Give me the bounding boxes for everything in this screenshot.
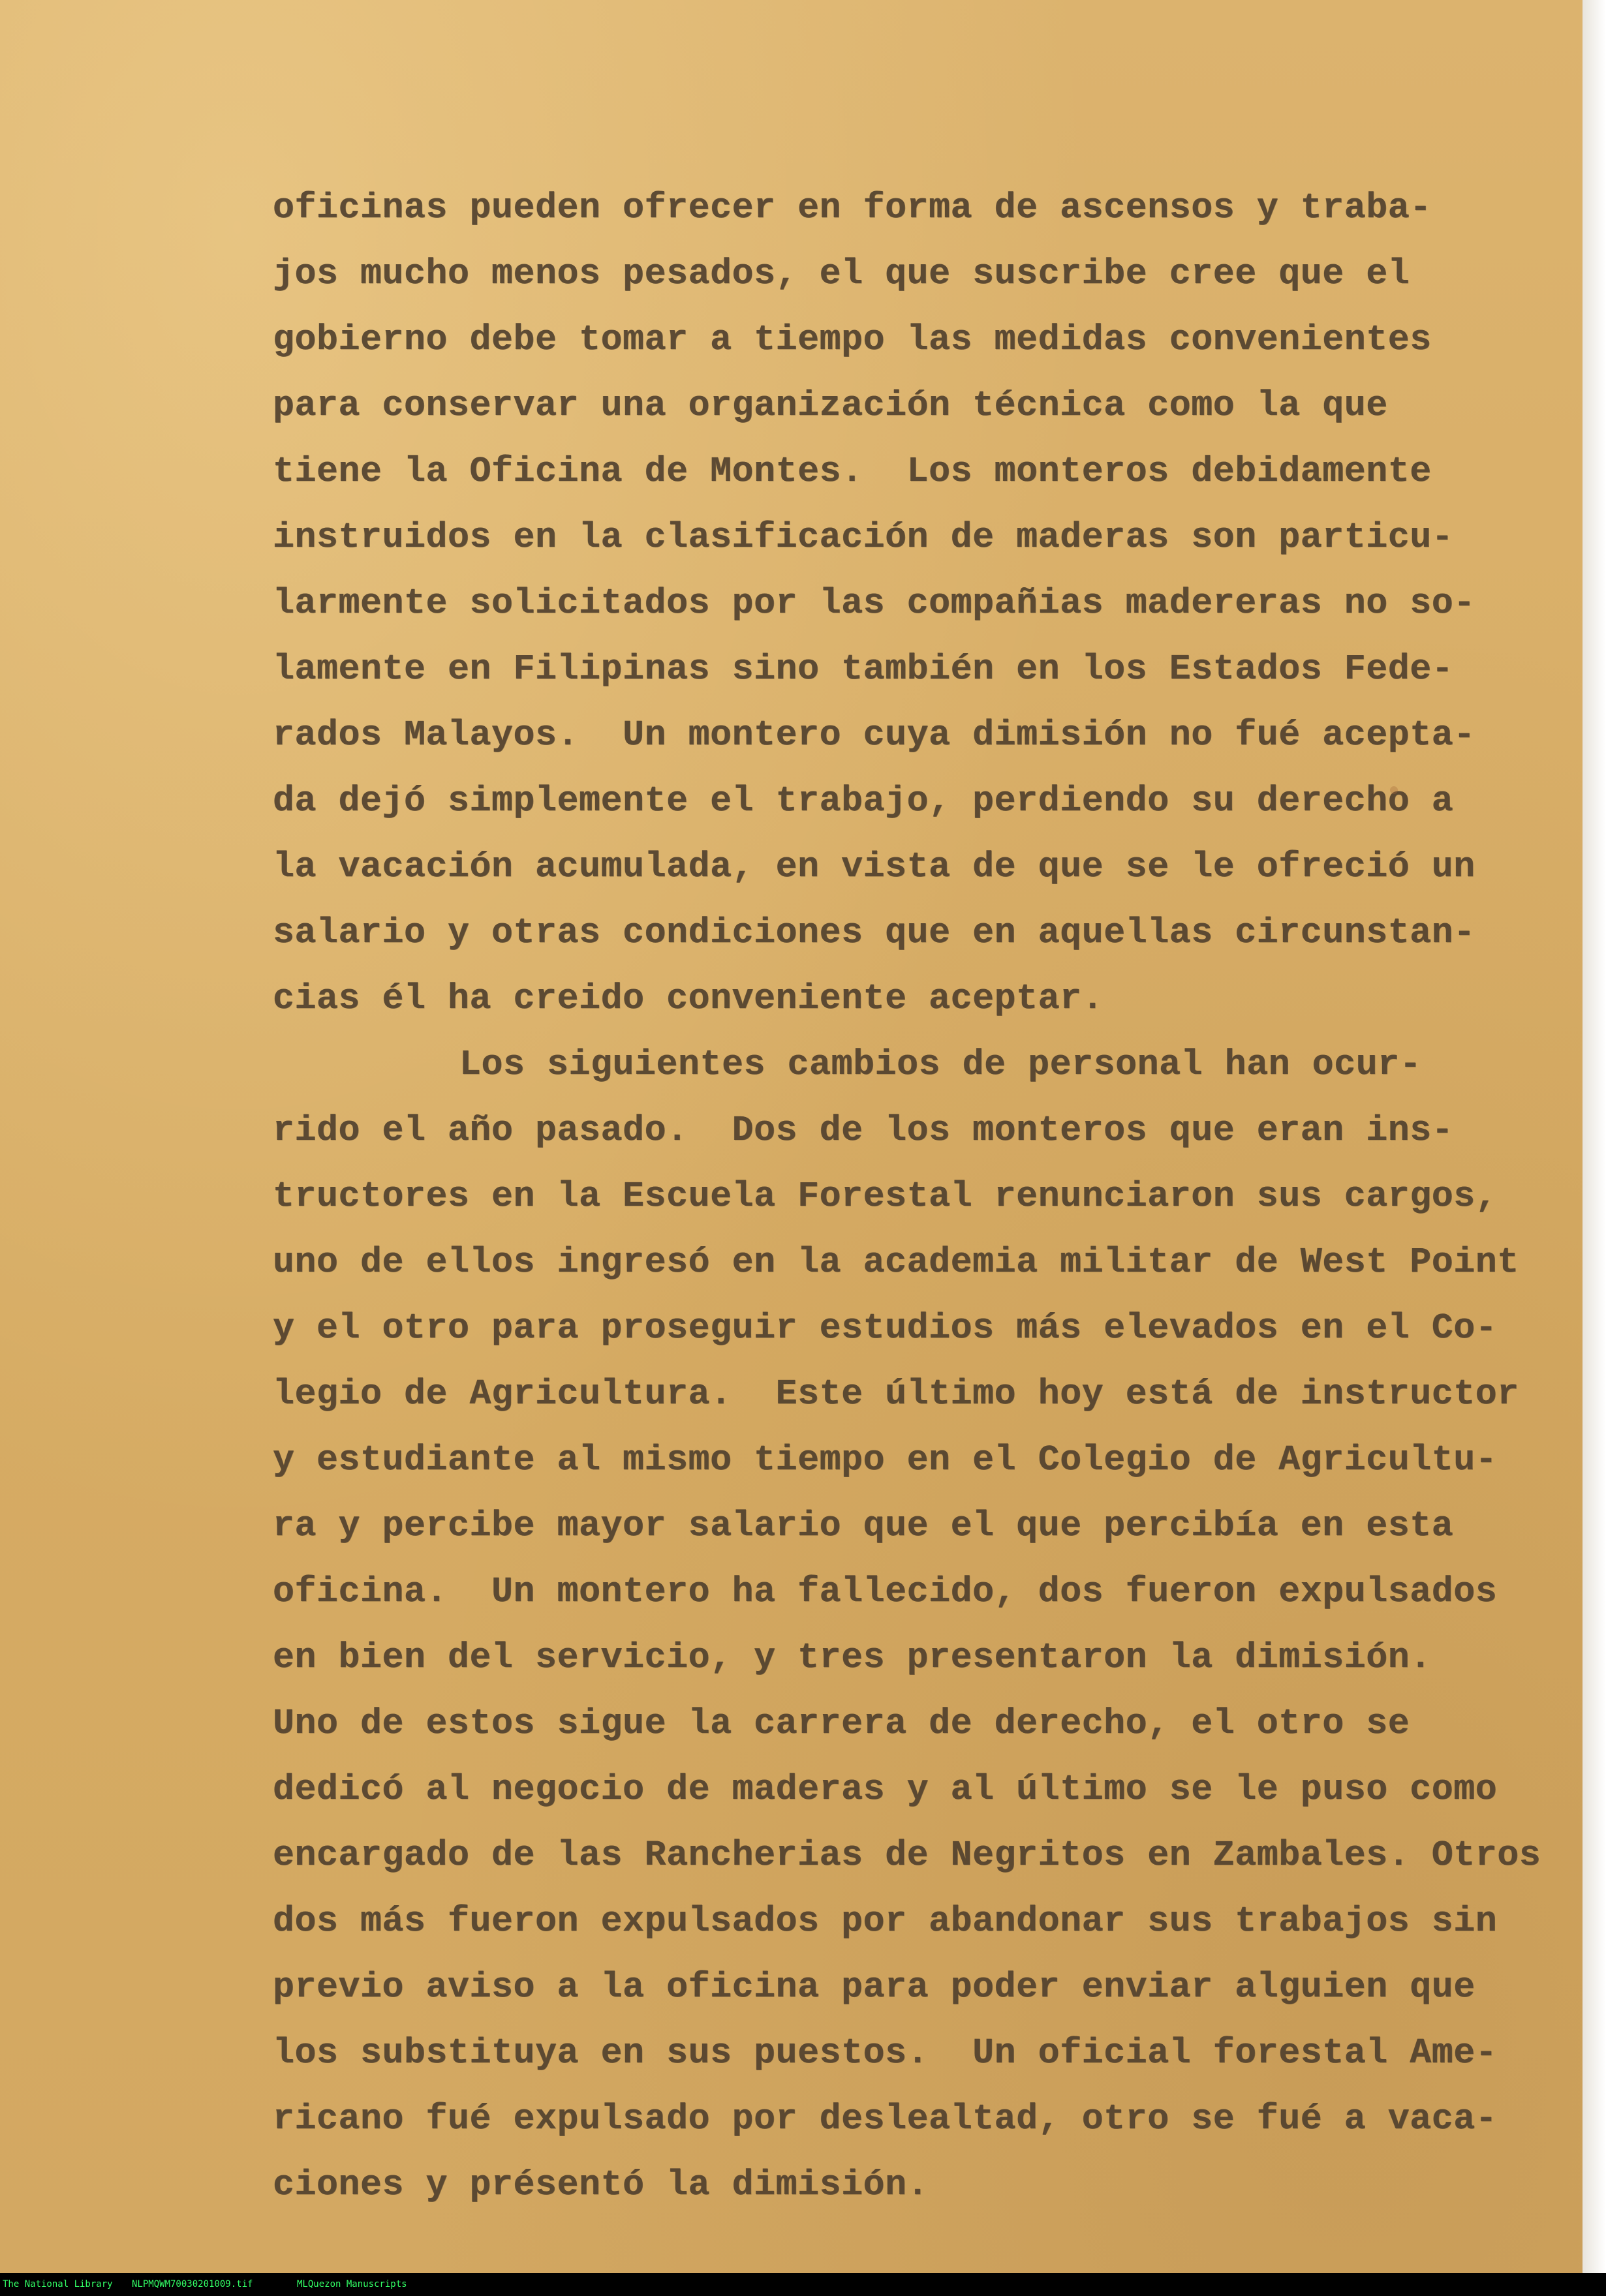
text-line: rido el año pasado. Dos de los monteros que eran ins- <box>273 1110 1454 1151</box>
text-line: da dejó simplemente el trabajo, perdiendo su derecho a <box>273 780 1454 821</box>
text-line: en bien del servicio, y tres presentaron la dimisión. <box>273 1637 1432 1678</box>
text-line: dos más fueron expulsados por abandonar sus trabajos sin <box>273 1901 1498 1942</box>
text-line: la vacación acumulada, en vista de que se le ofreció un <box>273 846 1475 887</box>
footer-filename: NLPMQWM70030201009.tif <box>132 2279 253 2289</box>
text-line: y el otro para proseguir estudios más elevados en el Co- <box>273 1308 1498 1349</box>
text-line: uno de ellos ingresó en la academia militar de West Point <box>273 1242 1519 1283</box>
text-line: Uno de estos sigue la carrera de derecho, el otro se <box>273 1703 1410 1744</box>
text-line: larmente solicitados por las compañias madereras no so- <box>273 583 1475 624</box>
paper-stain <box>1390 786 1398 794</box>
text-line: jos mucho menos pesados, el que suscribe cree que el <box>273 253 1410 294</box>
text-line: dedicó al negocio de maderas y al último se le puso como <box>273 1769 1498 1810</box>
text-line: oficina. Un montero ha fallecido, dos fueron expulsados <box>273 1571 1498 1612</box>
page-edge <box>1583 0 1606 2273</box>
text-line: previo aviso a la oficina para poder enviar alguien que <box>273 1967 1475 2008</box>
text-line: salario y otras condiciones que en aquellas circunstan- <box>273 912 1475 953</box>
text-line: ra y percibe mayor salario que el que percibía en esta <box>273 1505 1454 1546</box>
scan-footer <box>0 2273 1606 2296</box>
text-line: legio de Agricultura. Este último hoy está de instructor <box>273 1373 1519 1415</box>
text-line: ciones y présentó la dimisión. <box>273 2164 929 2205</box>
text-line: instruidos en la clasificación de maderas son particu- <box>273 517 1454 558</box>
footer-library: The National Library <box>3 2279 113 2289</box>
text-line: cias él ha creido conveniente aceptar. <box>273 978 1104 1019</box>
text-line: los substituya en sus puestos. Un oficial forestal Ame- <box>273 2032 1498 2074</box>
text-line: para conservar una organización técnica como la que <box>273 385 1388 426</box>
text-line: tiene la Oficina de Montes. Los monteros debidamente <box>273 451 1432 492</box>
text-line: lamente en Filipinas sino también en los Estados Fede- <box>273 649 1454 690</box>
footer-collection: MLQuezon Manuscripts <box>297 2279 407 2289</box>
text-line: encargado de las Rancherias de Negritos en Zambales. Otros <box>273 1835 1541 1876</box>
text-line: rados Malayos. Un montero cuya dimisión no fué acepta- <box>273 714 1475 756</box>
text-line: oficinas pueden ofrecer en forma de ascensos y traba- <box>273 187 1432 228</box>
paragraph-start-line: Los siguientes cambios de personal han ocur- <box>459 1044 1422 1085</box>
typewritten-text <box>273 175 1541 2218</box>
text-line: gobierno debe tomar a tiempo las medidas convenientes <box>273 319 1432 360</box>
text-line: y estudiante al mismo tiempo en el Colegio de Agricultu- <box>273 1439 1498 1480</box>
text-line: ricano fué expulsado por deslealtad, otro se fué a vaca- <box>273 2098 1498 2139</box>
text-line: tructores en la Escuela Forestal renunciaron sus cargos, <box>273 1176 1498 1217</box>
